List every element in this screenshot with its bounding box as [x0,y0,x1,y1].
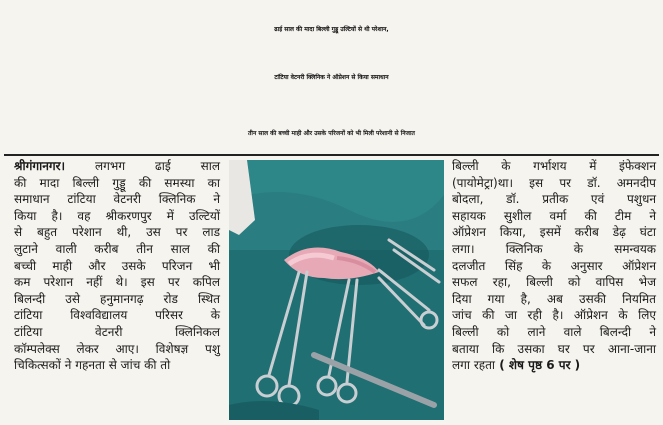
article-line: टांटिया विश्वविद्यालय परिसर के [14,308,220,323]
article-column-left [14,158,220,374]
article-line: बोदला, डॉ. प्रतीक एवं पशुधन [452,192,656,207]
surgery-photo-illustration [229,160,444,420]
surgery-photo [229,160,444,420]
article-line: (पायोमेट्रा)था। इस पर डॉ. अमनदीप [452,175,656,190]
article-line: टांटिया वेटनरी क्लिनिकल [14,324,220,339]
article-line: समाधान टांटिया वेटनरी क्लिनिक ने [14,192,220,207]
article-line: सहायक सुशील वर्मा की टीम ने [452,208,656,223]
article-line: से बहुत परेशान थी, उस पर लाड [14,225,220,240]
article-line: की मादा बिल्ली गुड्डू की समस्या का [14,175,220,190]
dateline: श्रीगंगानगर। [14,159,66,173]
article-line: लगा रहता ( शेष पृष्ठ 6 पर ) [452,358,581,373]
article-line: बिल्ली के गर्भाशय में इंफेक्शन [452,159,656,173]
article-line: चिकित्सकों ने गहनता से जांच की तो [14,358,171,373]
continued-note: ( शेष पृष्ठ 6 पर ) [495,358,581,373]
article-line: बिल्ली को लाने वाले बिलन्दी ने [452,324,656,339]
article-column-right [452,158,656,374]
article-line: कॉम्पलेक्स लेकर आए। विशेषज्ञ पशु [14,341,220,356]
headline [0,0,663,110]
article-line: कम परेशान नहीं थे। इस पर कपिल [14,275,220,290]
article-line: दिया गया है, अब उसकी नियमित [452,291,656,306]
article-line: ऑप्रेशन किया, इसमें करीब डेढ़ घंटा [452,225,656,240]
headline-line-2: टांटिया वेटनरी क्लिनिक ने ऑप्रेशन से किया समाधान [274,74,389,81]
article-line: किया है। वह श्रीकरणपुर में उल्टियों [14,208,220,223]
subheadline: तीन साल की बच्ची माही और उसके परिजनों को भी मिली परेशानी से निजात [248,130,415,137]
article-line: जांच की जा रही है। ऑप्रेशन के लिए [452,308,656,323]
article-line: लगा। क्लिनिक के समन्वयक [452,241,656,256]
article-line: लुटाने वाली करीब तीन साल की [14,241,220,256]
article-line: श्रीगंगानगर। लगभग ढाई साल [14,159,220,173]
divider-rule [4,154,659,156]
article-line: दलजीत सिंह के अनुसार ऑप्रेशन [452,258,656,273]
article-line: बच्ची माही और उसके परिजन भी [14,258,220,273]
article-line: बिलन्दी उसे हनुमानगढ़ रोड स्थित [14,291,220,306]
article-line: बताया कि उसका घर पर आना-जाना [452,341,656,356]
article-line: सफल रहा, बिल्ली को वापिस भेज [452,275,656,290]
headline-line-1: ढाई साल की मादा बिल्ली गुड्डू उल्टियों से थी परेशान, [274,26,389,33]
